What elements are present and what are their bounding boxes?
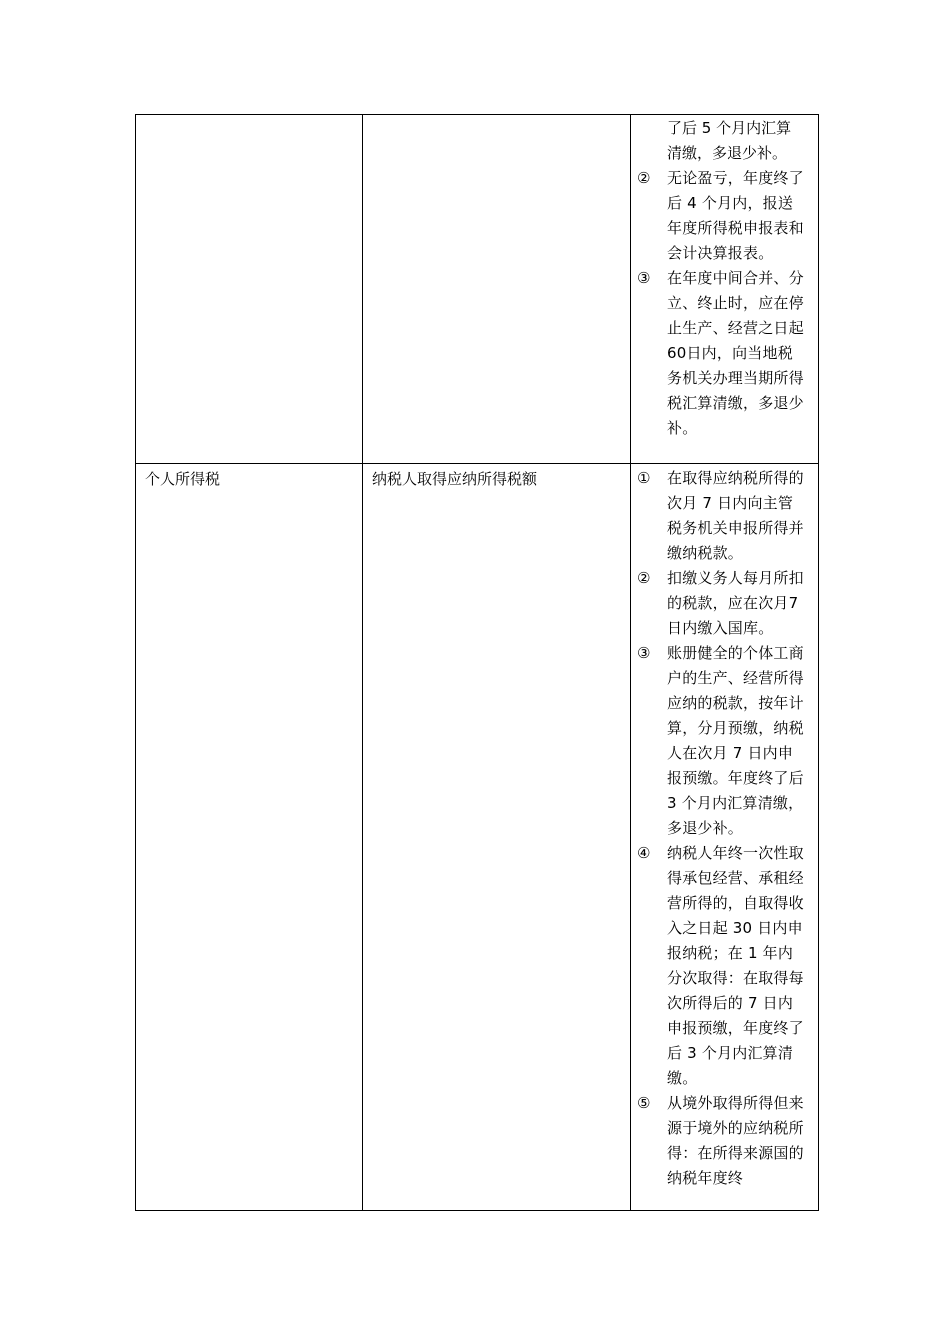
item-text: 无论盈亏，年度终了后 4 个月内，报送年度所得税申报表和会计决算报表。: [667, 169, 804, 262]
item-text: 在年度中间合并、分立、终止时，应在停止生产、经营之日起60日内，向当地税务机关办理当期所得税汇算清缴，多退少补。: [667, 269, 804, 437]
list-item: [631, 1091, 818, 1191]
item-text: 账册健全的个体工商户的生产、经营所得应纳的税款，按年计算，分月预缴，纳税人在次月 7 日内申报预缴。年度终了后 3 个月内汇算清缴，多退少补。: [667, 644, 804, 837]
basis-cell: [363, 464, 631, 1211]
item-number: ⑤: [637, 1094, 651, 1112]
item-number: ③: [637, 269, 651, 287]
tax-type-text: 个人所得税: [145, 470, 221, 488]
basis-text: 纳税人取得应纳所得税额: [372, 470, 538, 488]
basis-text: [363, 115, 630, 118]
deadline-continuation: 了后 5 个月内汇算清缴，多退少补。: [667, 119, 792, 162]
table-row: [136, 464, 819, 1211]
deadline-cell: [631, 464, 819, 1211]
list-item: [631, 466, 818, 566]
item-number: ②: [637, 169, 651, 187]
basis-cell: [363, 115, 631, 464]
list-item: [631, 266, 818, 441]
list-item: [631, 566, 818, 641]
item-text: 从境外取得所得但来源于境外的应纳税所得：在所得来源国的纳税年度终: [667, 1094, 804, 1187]
table-row: [136, 115, 819, 464]
tax-type-text: [136, 115, 362, 118]
item-number: ①: [637, 469, 651, 487]
tax-table: [135, 114, 819, 1211]
item-text: 纳税人年终一次性取得承包经营、承租经营所得的，自取得收入之日起 30 日内申报纳税；在 1 年内分次取得：在取得每次所得后的 7 日内申报预缴，年度终了后 3 个月内汇算清缴。: [667, 844, 804, 1087]
tax-type-cell: [136, 115, 363, 464]
item-number: ④: [637, 844, 651, 862]
item-text: 扣缴义务人每月所扣的税款，应在次月7日内缴入国库。: [667, 569, 804, 637]
list-item: [631, 166, 818, 266]
list-item: [631, 641, 818, 841]
list-item: [631, 841, 818, 1091]
tax-type-cell: [136, 464, 363, 1211]
item-number: ③: [637, 644, 651, 662]
item-number: ②: [637, 569, 651, 587]
item-text: 在取得应纳税所得的次月 7 日内向主管税务机关申报所得并缴纳税款。: [667, 469, 804, 562]
deadline-cell: [631, 115, 819, 464]
